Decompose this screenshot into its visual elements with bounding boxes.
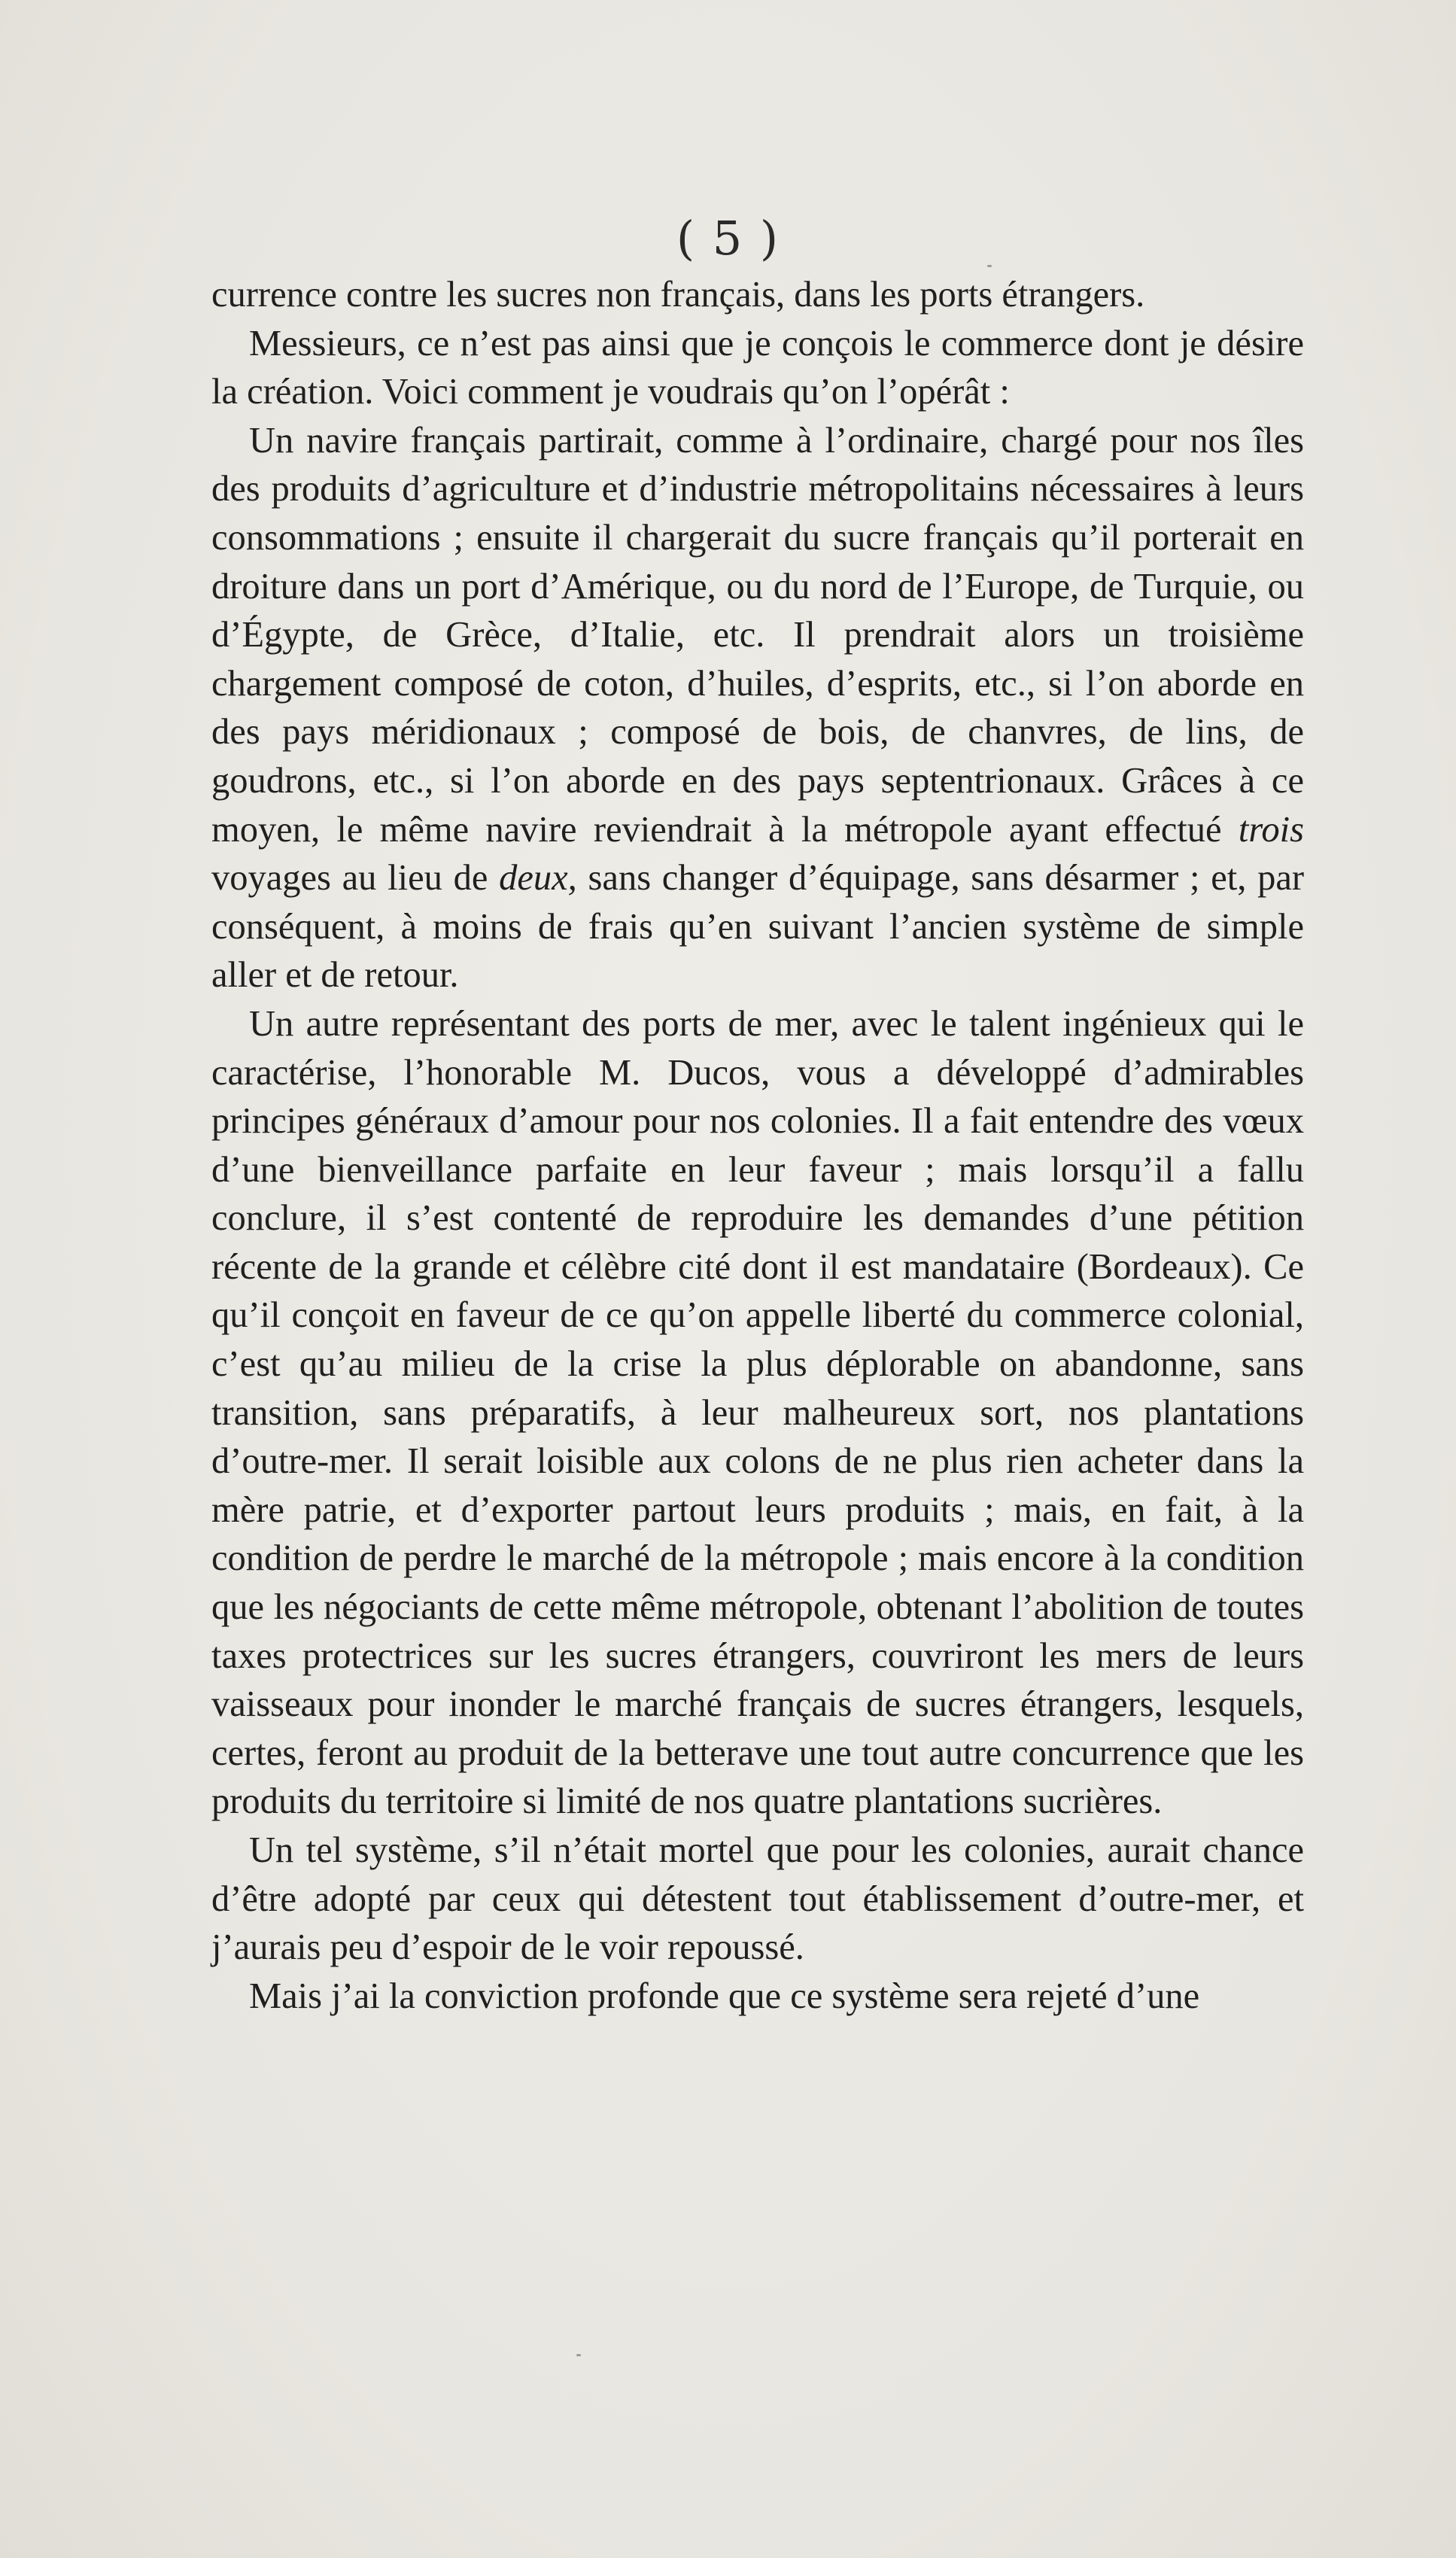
paper-speck (987, 265, 992, 267)
paragraph-4: Un autre représentant des ports de mer, avec le talent ingénieux qui le caractérise, l’honorable M. Ducos, vous a développé d’admirables principes généraux d’amour pour nos colonies. Il a fait entendre des vœux d’une bienveillance parfaite en leur faveur ; mais lorsqu’il a fallu conclure, il s’est contenté de reproduire les demandes d’une pétition récente de la grande et célèbre cité dont il est mandataire (Bordeaux). Ce qu’il conçoit en faveur de ce qu’on appelle liberté du commerce colonial, c’est qu’au milieu de la crise la plus déplorable on abandonne, sans transition, sans préparatifs, à leur malheureux sort, nos plantations d’outre-mer. Il serait loisible aux colons de ne plus rien acheter dans la mère patrie, et d’exporter partout leurs produits ; mais, en fait, à la condition de perdre le marché de la métropole ; mais encore à la condition que les négociants de cette même métropole, obtenant l’abolition de toutes taxes protectrices sur les sucres étrangers, couvriront les mers de leurs vaisseaux pour inonder le marché français de sucres étrangers, lesquels, certes, feront au produit de la betterave une tout autre concurrence que les produits du territoire si limité de nos quatre plantations sucrières. (211, 1003, 1304, 1822)
paragraph-1: currence contre les sucres non français, dans les ports étrangers. (211, 275, 1145, 315)
page-number: ( 5 ) (676, 211, 780, 266)
paper-speck (576, 2354, 581, 2356)
paragraph-3 (211, 417, 1304, 1000)
paragraph-3-tail: sans changer d’équipage, sans désarmer ; et, par conséquent, à moins de frais qu’en suivant l’ancien système de simple aller et de retour. (211, 858, 1304, 996)
paragraph-2: Messieurs, ce n’est pas ainsi que je conçois le commerce dont je désire la création. Voici comment je voudrais qu’on l’opérât : (211, 323, 1304, 412)
paragraph-5: Un tel système, s’il n’était mortel que pour les colonies, aurait chance d’être adopté par ceux qui détestent tout établissement d’outre-mer, et j’aurais peu d’espoir de le voir repoussé. (211, 1830, 1304, 1968)
paragraph-3-text: Un navire français partirait, comme à l’ordinaire, chargé pour nos îles des produits d’agriculture et d’industrie métropolitains nécessaires à leurs consommations ; ensuite il chargerait du sucre français qu’il porterait en droiture dans un port d’Amérique, ou du nord de l’Europe, de Turquie, ou d’Égypte, de Grèce, d’Italie, etc. Il prendrait alors un troisième chargement composé de coton, d’huiles, d’esprits, etc., si l’on aborde en des pays méridionaux ; composé de bois, de chanvres, de lins, de goudrons, etc., si l’on aborde en des pays septentrionaux. Grâces à ce moyen, le même navire reviendrait à la métropole ayant effectué (211, 420, 1304, 850)
paragraph-3-mid: voyages au lieu de (211, 858, 500, 899)
paragraph-6: Mais j’ai la conviction profonde que ce système sera rejeté d’une (249, 1976, 1200, 2016)
body-text (211, 271, 1304, 2021)
emphasis-deux: deux, (499, 858, 577, 899)
emphasis-trois: trois (1238, 809, 1305, 850)
